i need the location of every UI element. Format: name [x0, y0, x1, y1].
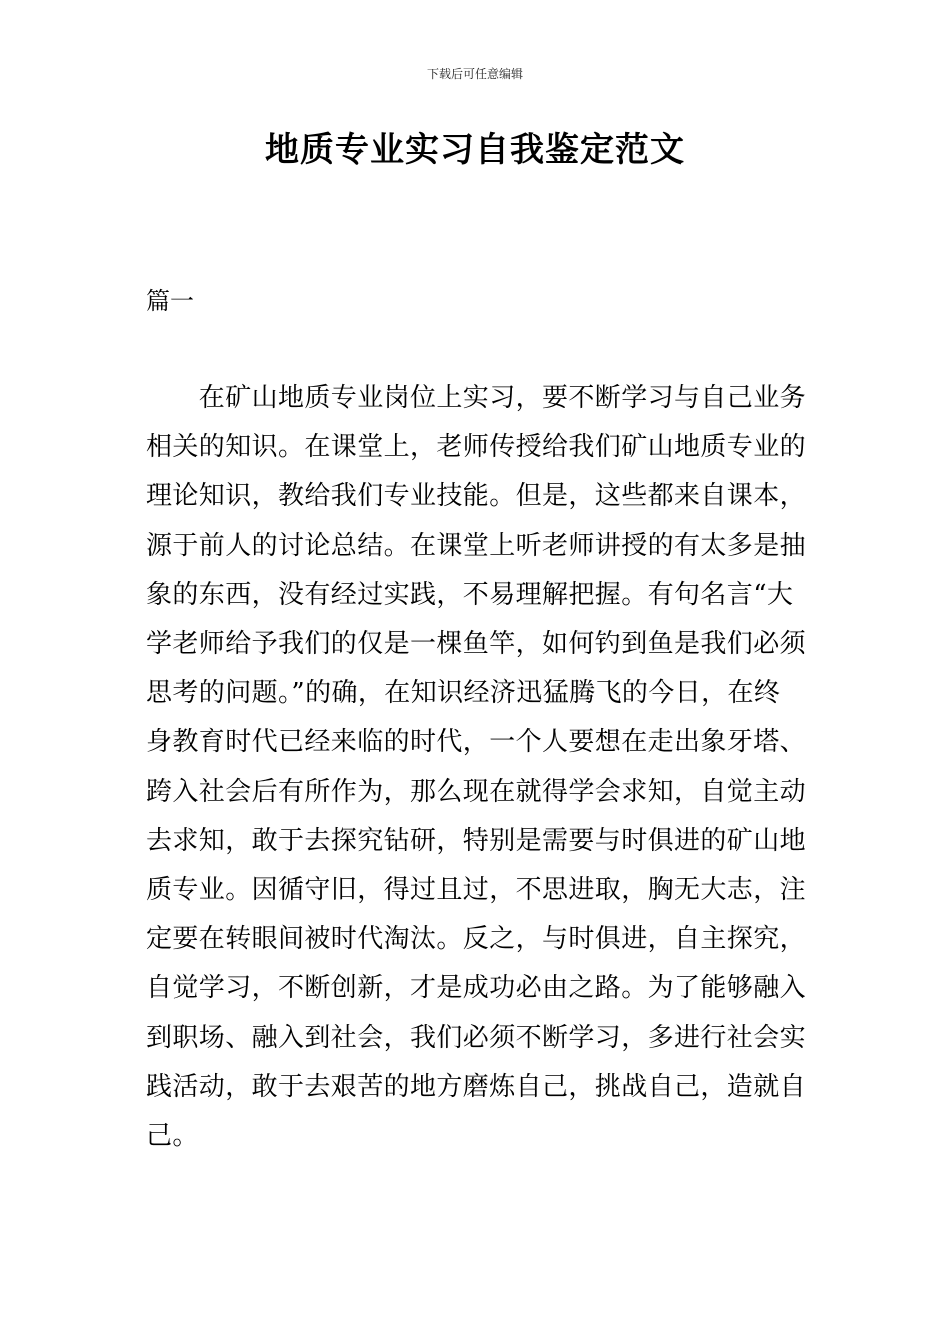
section-heading: 篇一 [146, 287, 194, 315]
body-paragraph [146, 374, 806, 1161]
paragraph-line: 象的东西，没有经过实践，不易理解把握。有句名言“大 [146, 579, 794, 610]
document-title: 地质专业实习自我鉴定范文 [265, 130, 685, 170]
paragraph-line: 思考的问题。”的确，在知识经济迅猛腾飞的今日，在终 [146, 678, 781, 709]
paragraph-line: 相关的知识。在课堂上，老师传授给我们矿山地质专业的 [146, 432, 806, 463]
paragraph-line: 到职场、融入到社会，我们必须不断学习，多进行社会实 [146, 1022, 806, 1053]
paragraph-line: 身教育时代已经来临的时代，一个人要想在走出象牙塔、 [146, 727, 806, 758]
paragraph-line: 定要在转眼间被时代淘汰。反之，与时俱进，自主探究， [146, 924, 806, 955]
paragraph-line: 质专业。因循守旧，得过且过，不思进取，胸无大志，注 [146, 875, 806, 906]
paragraph-line: 己。 [146, 1121, 199, 1152]
paragraph-line: 践活动，敢于去艰苦的地方磨炼自己，挑战自己，造就自 [146, 1071, 806, 1102]
paragraph-line: 学老师给予我们的仅是一棵鱼竿，如何钓到鱼是我们必须 [146, 629, 806, 660]
header-note: 下载后可任意编辑 [426, 67, 523, 81]
paragraph-line: 在矿山地质专业岗位上实习，要不断学习与自己业务 [146, 383, 806, 413]
paragraph-line: 去求知，敢于去探究钻研，特别是需要与时俱进的矿山地 [146, 825, 806, 856]
paragraph-line: 跨入社会后有所作为，那么现在就得学会求知，自觉主动 [146, 776, 806, 807]
paragraph-line: 源于前人的讨论总结。在课堂上听老师讲授的有太多是抽 [146, 530, 806, 561]
paragraph-line: 自觉学习，不断创新，才是成功必由之路。为了能够融入 [146, 973, 806, 1004]
paragraph-line: 理论知识，教给我们专业技能。但是，这些都来自课本， [146, 481, 806, 512]
